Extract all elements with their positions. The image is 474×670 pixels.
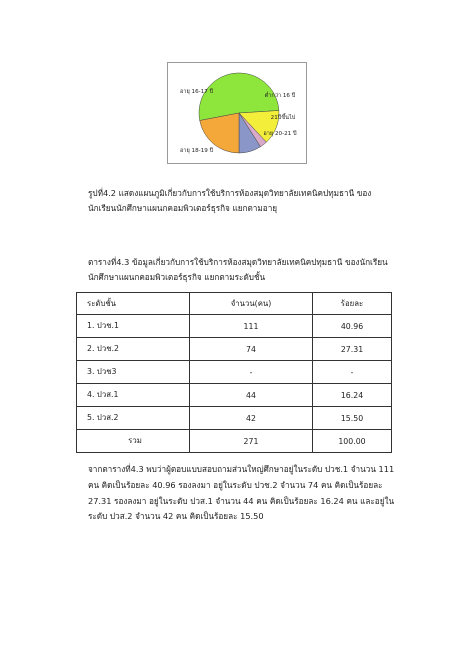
pie-chart-svg: [168, 63, 306, 163]
header-level: ระดับชั้น: [77, 293, 190, 315]
table-total-row: [77, 430, 392, 453]
table-row: [77, 384, 392, 407]
header-count: จำนวน(คน): [190, 293, 313, 315]
cell-count: 44: [190, 384, 313, 407]
cell-percent: 15.50: [313, 407, 392, 430]
table-header-row: [77, 293, 392, 315]
total-label: รวม: [77, 430, 190, 453]
pie-slice-label: อายุ 16-17 ปี: [180, 89, 214, 95]
pie-slice-label: อายุ 18-19 ปี: [180, 148, 214, 154]
cell-count: 111: [190, 315, 313, 338]
header-percent: ร้อยละ: [313, 293, 392, 315]
table-row: [77, 361, 392, 384]
table-row: [77, 315, 392, 338]
pie-slice-label: 21ปีขึ้นไป: [270, 115, 296, 121]
cell-level: 2. ปวช.2: [77, 338, 190, 361]
cell-percent: -: [313, 361, 392, 384]
cell-percent: 16.24: [313, 384, 392, 407]
pie-chart: [167, 62, 307, 164]
table-row: [77, 407, 392, 430]
cell-level: 3. ปวช3: [77, 361, 190, 384]
table-caption: ตารางที่4.3 ข้อมูลเกี่ยวกับการใช้บริการห้องสมุดวิทยาลัยเทคนิคปทุมธานี ของนักเรียนนักศึกษาแผนกคอมพิวเตอร์ธุรกิจ แยกตามระดับชั้น: [88, 257, 388, 282]
cell-percent: 27.31: [313, 338, 392, 361]
summary-paragraph: จากตารางที่4.3 พบว่าผู้ตอบแบบสอบถามส่วนใหญ่ศึกษาอยู่ในระดับ ปวช.1 จำนวน 111 คน คิดเป็นร้อยละ 40.96 รองลงมา อยู่ในระดับ ปวช.2 จำนวน 74 คน คิดเป็นร้อยละ 27.31 รองลงมา อยู่ในระดับ ปวส.1 จำนวน 44 คน คิดเป็นร้อยละ 16.24 คน และอยู่ในระดับ ปวส.2 จำนวน 42 คน คิดเป็นร้อยละ 15.50: [88, 464, 395, 522]
cell-level: 5. ปวส.2: [77, 407, 190, 430]
cell-percent: 40.96: [313, 315, 392, 338]
cell-level: 4. ปวส.1: [77, 384, 190, 407]
figure-caption: รูปที่4.2 แสดงแผนภูมิเกี่ยวกับการใช้บริการห้องสมุดวิทยาลัยเทคนิคปทุมธานี ของนักเรียนนักศึกษาแผนกคอมพิวเตอร์ธุรกิจ แยกตามอายุ: [88, 188, 372, 213]
cell-level: 1. ปวช.1: [77, 315, 190, 338]
cell-count: -: [190, 361, 313, 384]
pie-slice-label: ต่ำกว่า 16 ปี: [264, 93, 296, 99]
table-row: [77, 338, 392, 361]
cell-count: 74: [190, 338, 313, 361]
pie-slice-label: อายุ 20-21 ปี: [263, 131, 297, 137]
total-count: 271: [190, 430, 313, 453]
data-table: [76, 292, 392, 453]
total-percent: 100.00: [313, 430, 392, 453]
cell-count: 42: [190, 407, 313, 430]
